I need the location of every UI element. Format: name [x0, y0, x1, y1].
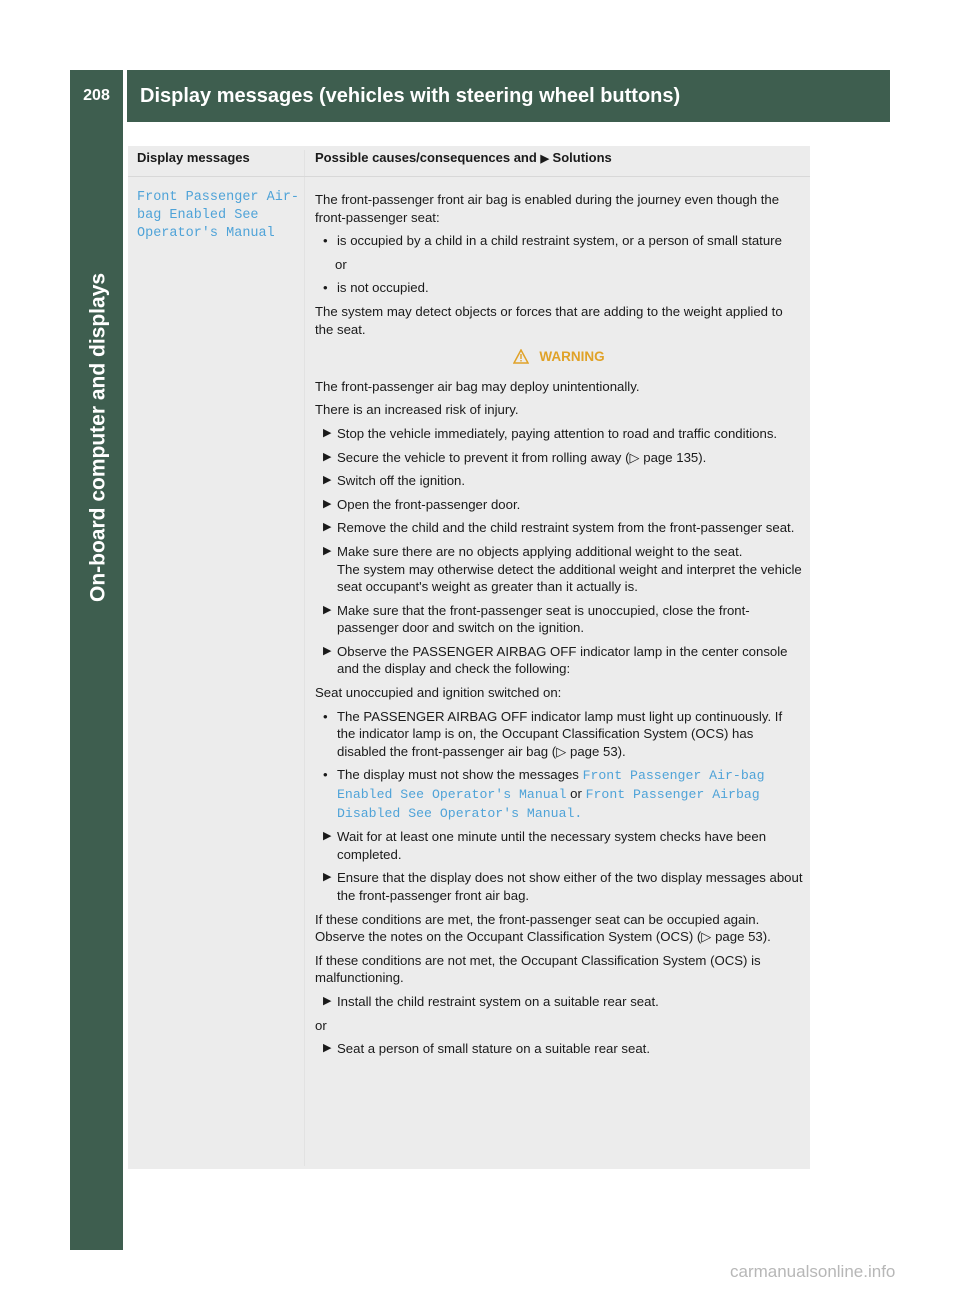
list-item-text: The PASSENGER AIRBAG OFF indicator lamp must light up continuously. If the indicator lamp is on, the Occupant Classification System (OCS) has disabled the front-passenger air bag (▷ page 53).	[337, 708, 783, 759]
arrow-icon: ▶	[323, 544, 332, 557]
step-text: Wait for at least one minute until the necessary system checks have been completed.	[337, 829, 767, 862]
instruction-step	[315, 543, 803, 596]
list-item-text: is occupied by a child in a child restraint system, or a person of small stature	[337, 233, 782, 249]
intro-paragraph: The front-passenger front air bag is enabled during the journey even though the front-passenger seat:	[315, 192, 780, 225]
arrow-icon: ▶	[323, 1042, 332, 1055]
step-text: Secure the vehicle to prevent it from rolling away (▷ page 135).	[337, 449, 707, 465]
warning-text: The front-passenger air bag may deploy unintentionally.	[315, 378, 640, 394]
display-message-reference: Front Passenger Airbag Disabled See Operator's Manual.	[337, 787, 760, 821]
arrow-icon: ▶	[323, 497, 332, 510]
step-text: Open the front-passenger door.	[337, 496, 521, 512]
instruction-step	[315, 643, 803, 678]
step-note: The system may otherwise detect the additional weight and interpret the vehicle seat occupant's weight as greater than it actually is.	[337, 561, 802, 595]
display-message-text: Front Passenger Air-bag Enabled See Operator's Manual	[137, 190, 300, 241]
or-text: or	[335, 256, 347, 272]
paragraph: Seat unoccupied and ignition switched on:	[315, 685, 562, 701]
list-item-text: is not occupied.	[337, 280, 429, 296]
step-text: Stop the vehicle immediately, paying attention to road and traffic conditions.	[337, 425, 778, 441]
or-text: or	[315, 1017, 327, 1033]
instruction-step	[315, 425, 803, 443]
bullet-icon: •	[323, 280, 328, 296]
step-text: Remove the child and the child restraint system from the front-passenger seat.	[337, 520, 795, 536]
list-item	[315, 708, 803, 761]
instruction-step	[315, 472, 803, 490]
instruction-step	[315, 449, 803, 467]
display-message-reference: Front Passenger Air-bag Enabled See Operator's Manual	[337, 768, 765, 803]
arrow-icon: ▶	[540, 153, 549, 165]
instruction-step	[315, 869, 803, 904]
warning-triangle-icon	[513, 349, 529, 364]
warning-text: There is an increased risk of injury.	[315, 402, 519, 418]
bullet-icon: •	[323, 233, 328, 249]
step-text: Make sure there are no objects applying additional weight to the seat.	[337, 543, 743, 559]
step-text: Observe the PASSENGER AIRBAG OFF indicator lamp in the center console and the display and check the following:	[337, 643, 788, 677]
header-causes	[315, 150, 612, 165]
solutions-content	[315, 191, 803, 1064]
step-text: Ensure that the display does not show either of the two display messages about the front-passenger front air bag.	[337, 870, 803, 903]
paragraph: If these conditions are not met, the Occupant Classification System (OCS) is malfunctioning.	[315, 952, 761, 986]
instruction-step	[315, 496, 803, 514]
step-text: Make sure that the front-passenger seat is unoccupied, close the front-passenger door and switch on the ignition.	[337, 602, 750, 636]
instruction-step	[315, 993, 803, 1011]
arrow-icon: ▶	[323, 644, 332, 657]
arrow-icon: ▶	[323, 830, 332, 843]
arrow-icon: ▶	[323, 474, 332, 487]
instruction-step	[315, 1040, 803, 1058]
warning-heading	[315, 348, 803, 366]
list-item	[315, 279, 803, 297]
chapter-label: On-board computer and displays	[86, 272, 110, 602]
header-solutions-text: Solutions	[552, 150, 612, 165]
arrow-icon: ▶	[323, 521, 332, 534]
arrow-icon: ▶	[323, 450, 332, 463]
step-text: Install the child restraint system on a suitable rear seat.	[337, 993, 659, 1009]
paragraph: The system may detect objects or forces that are adding to the weight applied to the seat.	[315, 303, 783, 337]
bullet-icon: •	[323, 767, 328, 783]
arrow-icon: ▶	[323, 871, 332, 884]
paragraph: If these conditions are met, the front-passenger seat can be occupied again. Observe the notes on the Occupant Classification System (OCS) (▷ page 53).	[315, 911, 771, 945]
arrow-icon: ▶	[323, 603, 332, 616]
instruction-step	[315, 828, 803, 863]
list-item-text: The display must not show the messages	[337, 767, 579, 783]
header-display-messages: Display messages	[137, 150, 250, 165]
or-text: or	[570, 786, 582, 802]
watermark: carmanualsonline.info	[730, 1262, 896, 1281]
arrow-icon: ▶	[323, 994, 332, 1007]
arrow-icon: ▶	[323, 426, 332, 439]
list-item	[315, 766, 803, 822]
column-divider	[304, 150, 305, 1166]
instruction-step	[315, 519, 803, 537]
header-underline	[128, 176, 810, 177]
step-text: Switch off the ignition.	[337, 473, 466, 489]
warning-label: WARNING	[539, 349, 605, 365]
page-title: Display messages (vehicles with steering wheel buttons)	[140, 84, 681, 107]
header-causes-text: Possible causes/consequences and	[315, 150, 537, 165]
instruction-step	[315, 602, 803, 637]
step-text: Seat a person of small stature on a suitable rear seat.	[337, 1041, 651, 1057]
bullet-icon: •	[323, 708, 328, 724]
page-number: 208	[83, 87, 110, 104]
list-item	[315, 232, 803, 250]
header-divider	[123, 70, 127, 122]
